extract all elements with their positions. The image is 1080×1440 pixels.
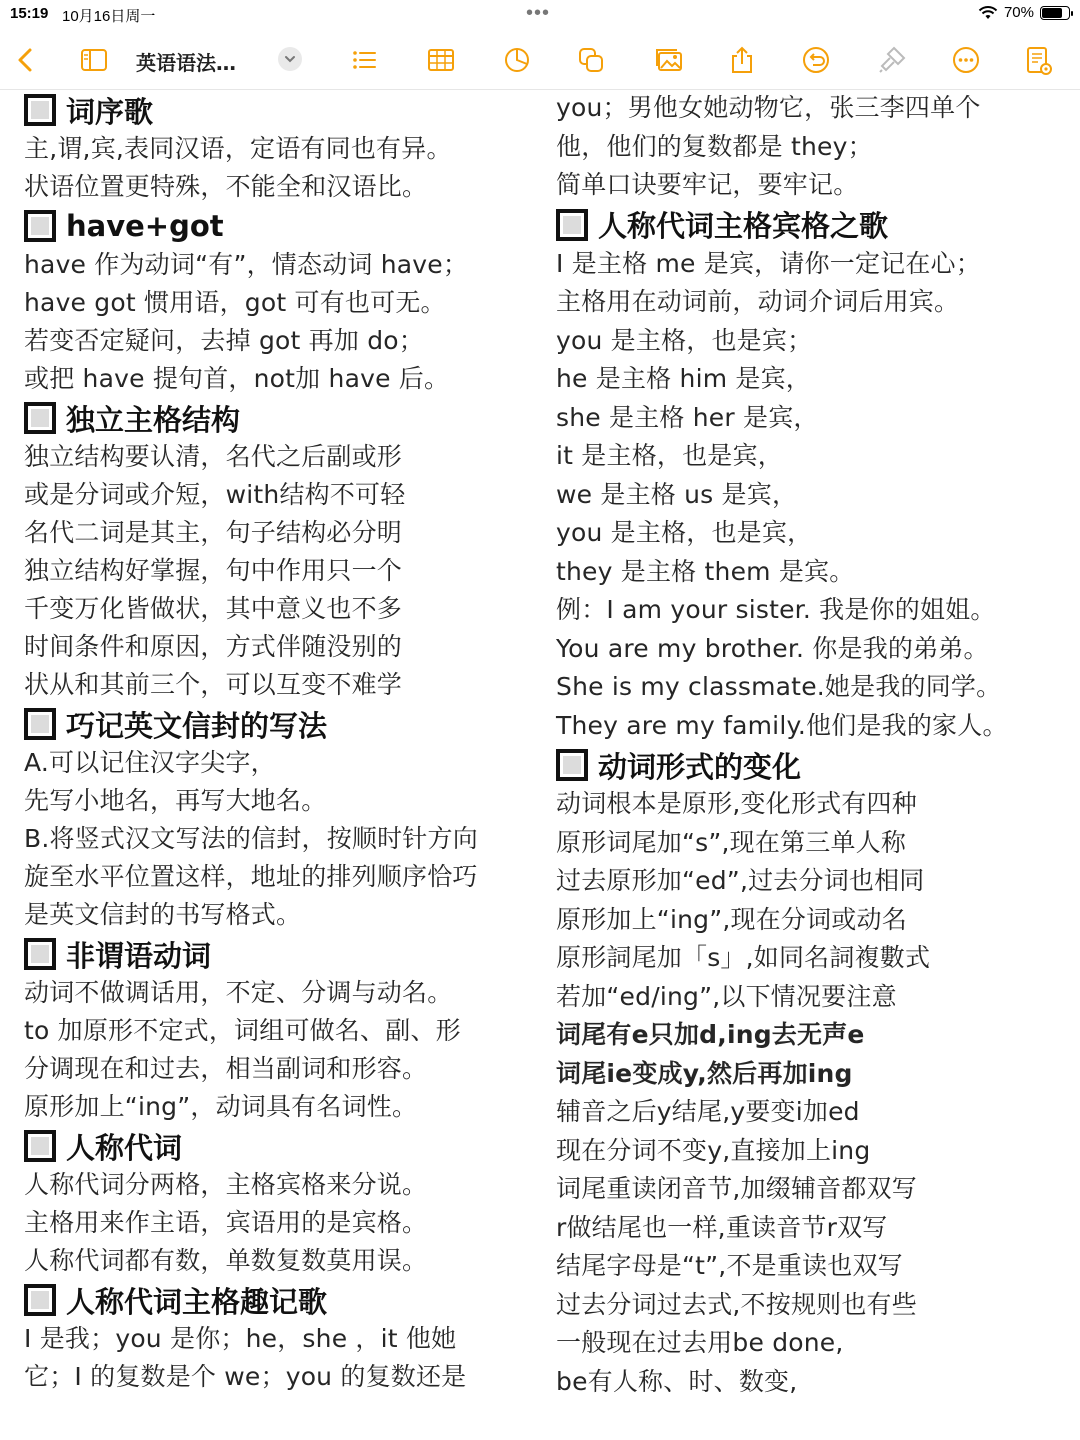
text-line: 原形加上“ing”，动词具有名词性。	[24, 1092, 418, 1121]
document-body[interactable]	[0, 90, 1080, 1440]
text-line: 或把 have 提句首，not加 have 后。	[24, 364, 450, 393]
text-line: have 作为动词“有”，情态动词 have；	[24, 250, 469, 279]
text-line: 状从和其前三个，可以互变不难学	[24, 670, 403, 699]
text-line: 词尾重读闭音节,加缀辅音都双写	[556, 1174, 917, 1203]
text-line: I 是我；you 是你；he，she ，it 他她	[24, 1324, 457, 1353]
undo-icon[interactable]	[796, 40, 836, 80]
section-heading	[556, 205, 1066, 245]
text-line: 他，他们的复数都是 they；	[556, 131, 873, 161]
back-chevron-icon[interactable]	[6, 40, 46, 80]
checkbox-square-icon	[556, 209, 588, 241]
text-line: I 是主格 me 是宾，请你一定记在心；	[556, 248, 981, 278]
battery-percent: 70%	[1003, 4, 1034, 21]
wifi-icon	[978, 5, 998, 21]
checkbox-square-icon	[24, 402, 56, 434]
battery-icon	[1040, 6, 1070, 20]
status-bar	[0, 0, 1080, 30]
text-line: 旋至水平位置这样，地址的排列顺序恰巧	[24, 862, 478, 891]
text-line: r做结尾也一样,重读音节r双写	[556, 1212, 888, 1242]
section-heading	[24, 398, 534, 438]
text-line: She is my classmate.她是我的同学。	[556, 672, 1002, 701]
list-icon[interactable]	[344, 40, 384, 80]
checkbox-square-icon	[24, 1130, 56, 1162]
text-line: 一般现在过去用be done,	[556, 1328, 844, 1357]
multitasking-dots-icon[interactable]: •••	[526, 2, 551, 24]
text-line: 例：I am your sister. 我是你的姐姐。	[556, 595, 996, 624]
text-line: 原形词尾加“s”,现在第三单人称	[556, 827, 907, 857]
text-line: you 是主格，也是宾，	[556, 518, 813, 547]
left-column	[24, 90, 534, 1396]
section-heading	[24, 1280, 534, 1320]
share-icon[interactable]	[722, 40, 762, 80]
text-line: 结尾字母是“t”,不是重读也双写	[556, 1251, 903, 1280]
text-line: 动词不做调话用，不定、分调与动名。	[24, 978, 453, 1007]
document-view-icon[interactable]	[1018, 40, 1058, 80]
section-heading-text: 人称代词主格趣记歌	[66, 1284, 328, 1319]
section-heading	[24, 206, 534, 246]
text-line: 人称代词分两格，主格宾格来分说。	[24, 1170, 428, 1199]
table-icon[interactable]	[421, 40, 461, 80]
text-line: he 是主格 him 是宾，	[556, 364, 812, 393]
section-heading-text: 巧记英文信封的写法	[66, 708, 328, 743]
text-line: 现在分词不变y,直接加上ing	[556, 1135, 871, 1165]
checkbox-square-icon	[24, 94, 56, 126]
text-line: 动词根本是原形,变化形式有四种	[556, 789, 917, 818]
checkbox-square-icon	[24, 938, 56, 970]
text-line: They are my family.他们是我的家人。	[556, 710, 1008, 740]
text-line: 过去原形加“ed”,过去分词也相同	[556, 866, 925, 895]
text-line: you；男他女她动物它，张三李四单个	[556, 93, 981, 122]
section-heading-text: 人称代词	[66, 1130, 183, 1165]
text-line: 独立结构好掌握，句中作用只一个	[24, 556, 403, 585]
chart-icon[interactable]	[497, 40, 537, 80]
text-line: You are my brother. 你是我的弟弟。	[556, 633, 989, 663]
shapes-icon[interactable]	[571, 40, 611, 80]
text-line: 时间条件和原因，方式伴随没别的	[24, 632, 403, 661]
toolbar	[0, 30, 1080, 90]
status-right	[978, 4, 1070, 21]
title-menu-chevron-icon[interactable]	[278, 47, 302, 71]
text-line: 若加“ed/ing”,以下情况要注意	[556, 981, 897, 1011]
text-line: 它；I 的复数是个 we；you 的复数还是	[24, 1362, 467, 1391]
text-line: 分调现在和过去，相当副词和形容。	[24, 1054, 428, 1083]
text-line: to 加原形不定式，词组可做名、副、形	[24, 1016, 461, 1045]
document-title[interactable]: 英语语法…	[136, 51, 236, 75]
text-line: B.将竖式汉文写法的信封，按顺时针方向	[24, 824, 478, 853]
section-heading	[24, 704, 534, 744]
section-heading-text: 人称代词主格宾格之歌	[598, 209, 889, 243]
section-heading-text: 非谓语动词	[66, 938, 212, 973]
format-brush-icon[interactable]	[872, 40, 912, 80]
text-line: 独立结构要认清，名代之后副或形	[24, 442, 403, 471]
text-line: 词尾有e只加d,ing去无声e	[556, 1020, 865, 1049]
text-line: 千变万化皆做状，其中意义也不多	[24, 594, 403, 623]
checkbox-square-icon	[24, 210, 56, 242]
text-line: 或是分词或介短，with结构不可轻	[24, 480, 406, 509]
right-column	[556, 90, 1066, 1401]
text-line: have got 惯用语，got 可有也可无。	[24, 288, 446, 317]
text-line: 先写小地名，再写大地名。	[24, 786, 327, 815]
section-heading	[24, 934, 534, 974]
status-time: 15:19	[10, 5, 49, 22]
checkbox-square-icon	[24, 708, 56, 740]
section-heading-text: have+got	[66, 209, 224, 243]
text-line: 过去分词过去式,不按规则也有些	[556, 1289, 917, 1319]
section-heading	[24, 90, 534, 130]
text-line: 简单口诀要牢记，要牢记。	[556, 170, 859, 199]
section-heading	[24, 1126, 534, 1166]
section-heading-text: 独立主格结构	[66, 402, 241, 437]
checkbox-square-icon	[556, 749, 588, 781]
text-line: 若变否定疑问，去掉 got 再加 do；	[24, 326, 424, 355]
text-line: we 是主格 us 是宾，	[556, 479, 798, 509]
text-line: 是英文信封的书写格式。	[24, 900, 302, 929]
media-icon[interactable]	[649, 40, 689, 80]
text-line: 状语位置更特殊，不能全和汉语比。	[24, 172, 428, 201]
text-line: 原形詞尾加「s」,如同名詞複數式	[556, 943, 931, 972]
text-line: 人称代词都有数，单数复数莫用误。	[24, 1246, 428, 1275]
text-line: 原形加上“ing”,现在分词或动名	[556, 904, 907, 934]
text-line: it 是主格，也是宾，	[556, 441, 783, 470]
checkbox-square-icon	[24, 1284, 56, 1316]
more-icon[interactable]	[946, 40, 986, 80]
text-line: they 是主格 them 是宾。	[556, 556, 855, 586]
status-date: 10月16日周一	[62, 8, 156, 25]
text-line: 名代二词是其主，句子结构必分明	[24, 518, 403, 547]
text-line: be有人称、时、数变,	[556, 1366, 798, 1396]
sidebar-icon[interactable]	[74, 40, 114, 80]
text-line: 词尾ie变成y,然后再加ing	[556, 1058, 853, 1088]
text-line: 主格用在动词前，动词介词后用宾。	[556, 287, 960, 316]
text-line: 辅音之后y结尾,y要变i加ed	[556, 1097, 860, 1126]
section-heading-text: 动词形式的变化	[598, 749, 802, 784]
text-line: 主格用来作主语，宾语用的是宾格。	[24, 1208, 428, 1237]
section-heading-text: 词序歌	[66, 94, 154, 129]
text-line: she 是主格 her 是宾，	[556, 402, 819, 432]
text-line: A.可以记住汉字尖字，	[24, 748, 276, 777]
text-line: 主,谓,宾,表同汉语，定语有同也有异。	[24, 134, 452, 163]
section-heading	[556, 745, 1066, 785]
text-line: you 是主格，也是宾；	[556, 325, 813, 355]
